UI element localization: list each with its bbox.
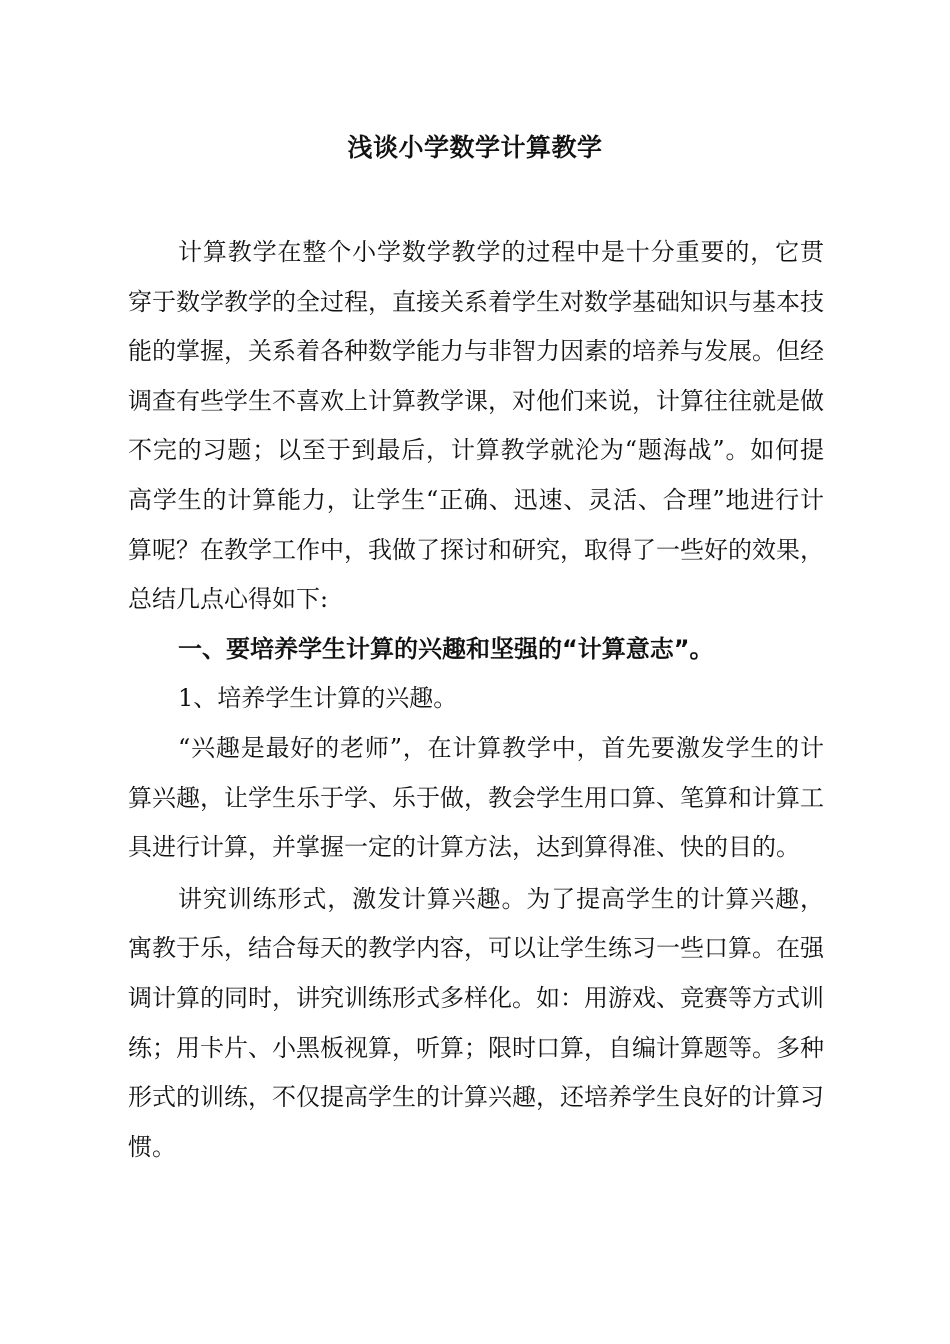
interest-paragraph: “兴趣是最好的老师”，在计算教学中，首先要激发学生的计算兴趣，让学生乐于学、乐于做，教会学生用口算、笔算和计算工具进行计算，并掌握一定的计算方法，达到算得准、快的目的。 [128, 733, 824, 862]
document-title: 浅谈小学数学计算教学 [347, 133, 603, 162]
document-body [128, 228, 824, 1172]
intro-paragraph: 计算教学在整个小学数学教学的过程中是十分重要的，它贯穿于数学教学的全过程，直接关系着学生对数学基础知识与基本技能的掌握，关系着各种数学能力与非智力因素的培养与发展。但经调查有些学生不喜欢上计算教学课，对他们来说，计算往往就是做不完的习题；以至于到最后，计算教学就沦为“题海战”。如何提高学生的计算能力，让学生“正确、迅速、灵活、合理”地进行计算呢？在教学工作中，我做了探讨和研究，取得了一些好的效果，总结几点心得如下: [128, 238, 824, 614]
subsection-heading-1: 1、培养学生计算的兴趣。 [178, 684, 458, 713]
training-paragraph: 讲究训练形式，激发计算兴趣。为了提高学生的计算兴趣，寓教于乐，结合每天的教学内容，可以让学生练习一些口算。在强调计算的同时，讲究训练形式多样化。如：用游戏、竞赛等方式训练；用卡片、小黑板视算，听算；限时口算，自编计算题等。多种形式的训练，不仅提高学生的计算兴趣，还培养学生良好的计算习惯。 [128, 884, 824, 1161]
section-heading-1: 一、要培养学生计算的兴趣和坚强的“计算意志”。 [178, 634, 714, 663]
